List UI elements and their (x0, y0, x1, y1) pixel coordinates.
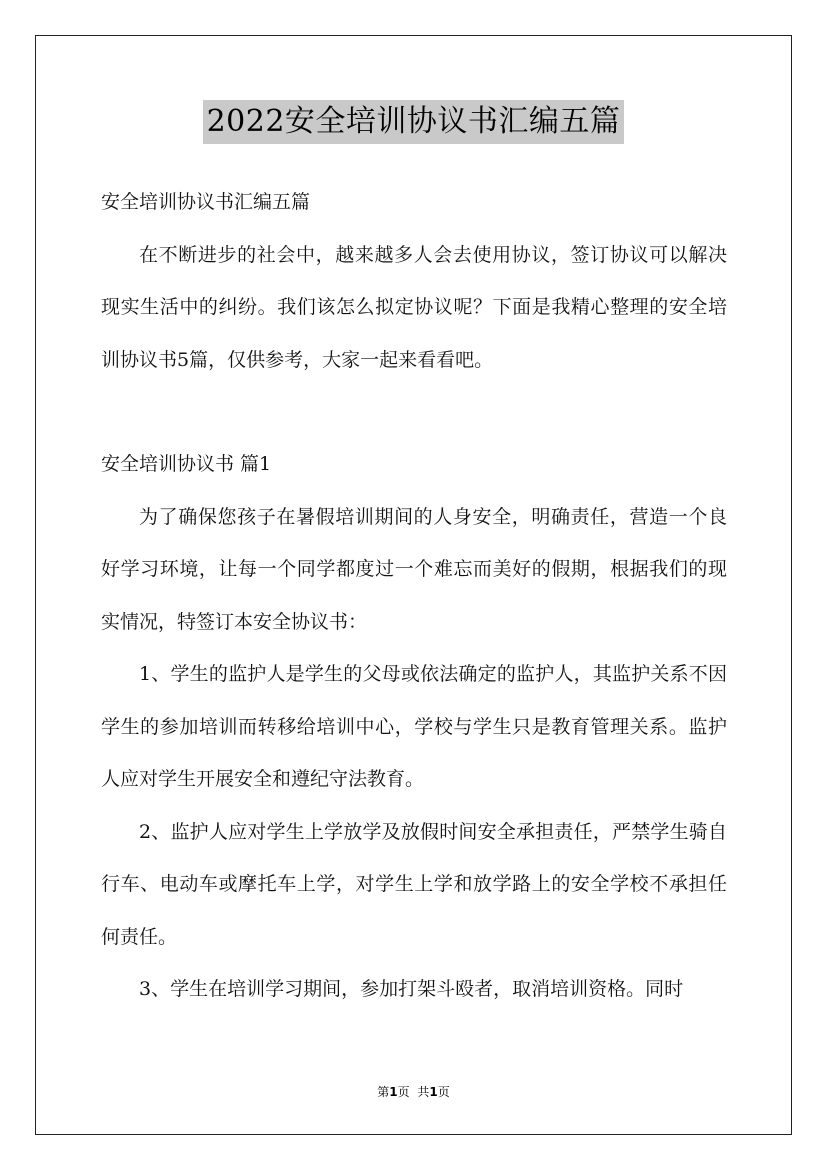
title-container (0, 100, 827, 144)
body-paragraph-2: 1、学生的监护人是学生的父母或依法确定的监护人，其监护关系不因学生的参加培训而转移给培训中心，学校与学生只是教育管理关系。监护人应对学生开展安全和遵纪守法教育。 (101, 663, 727, 790)
body-paragraph-1: 为了确保您孩子在暑假培训期间的人身安全，明确责任，营造一个良好学习环境，让每一个同学都度过一个难忘而美好的假期，根据我们的现实情况，特签订本安全协议书： (101, 505, 727, 633)
document-body (101, 176, 727, 1016)
body-paragraph-3: 2、监护人应对学生上学放学及放假时间安全承担责任，严禁学生骑自行车、电动车或摩托车上学，对学生上学和放学路上的安全学校不承担任何责任。 (101, 820, 727, 948)
total-pages: 1 (429, 1085, 438, 1099)
total-label-prefix: 共 (417, 1085, 430, 1099)
intro-paragraph: 在不断进步的社会中，越来越多人会去使用协议，签订协议可以解决现实生活中的纠纷。我们该怎么拟定协议呢？下面是我精心整理的安全培训协议书5篇，仅供参考，大家一起来看看吧。 (101, 243, 727, 371)
total-label-suffix: 页 (437, 1085, 450, 1099)
spacer (101, 386, 727, 438)
page-number: 1 (389, 1085, 398, 1099)
body-paragraph-4: 3、学生在培训学习期间，参加打架斗殴者，取消培训资格。同时 (139, 978, 684, 1000)
document-title: 2022安全培训协议书汇编五篇 (203, 100, 625, 144)
page-footer (0, 1083, 827, 1100)
section-heading: 安全培训协议书 篇1 (101, 453, 272, 475)
document-subtitle: 安全培训协议书汇编五篇 (101, 191, 311, 213)
page-label-suffix: 页 (397, 1085, 410, 1099)
page-label-prefix: 第 (377, 1085, 390, 1099)
